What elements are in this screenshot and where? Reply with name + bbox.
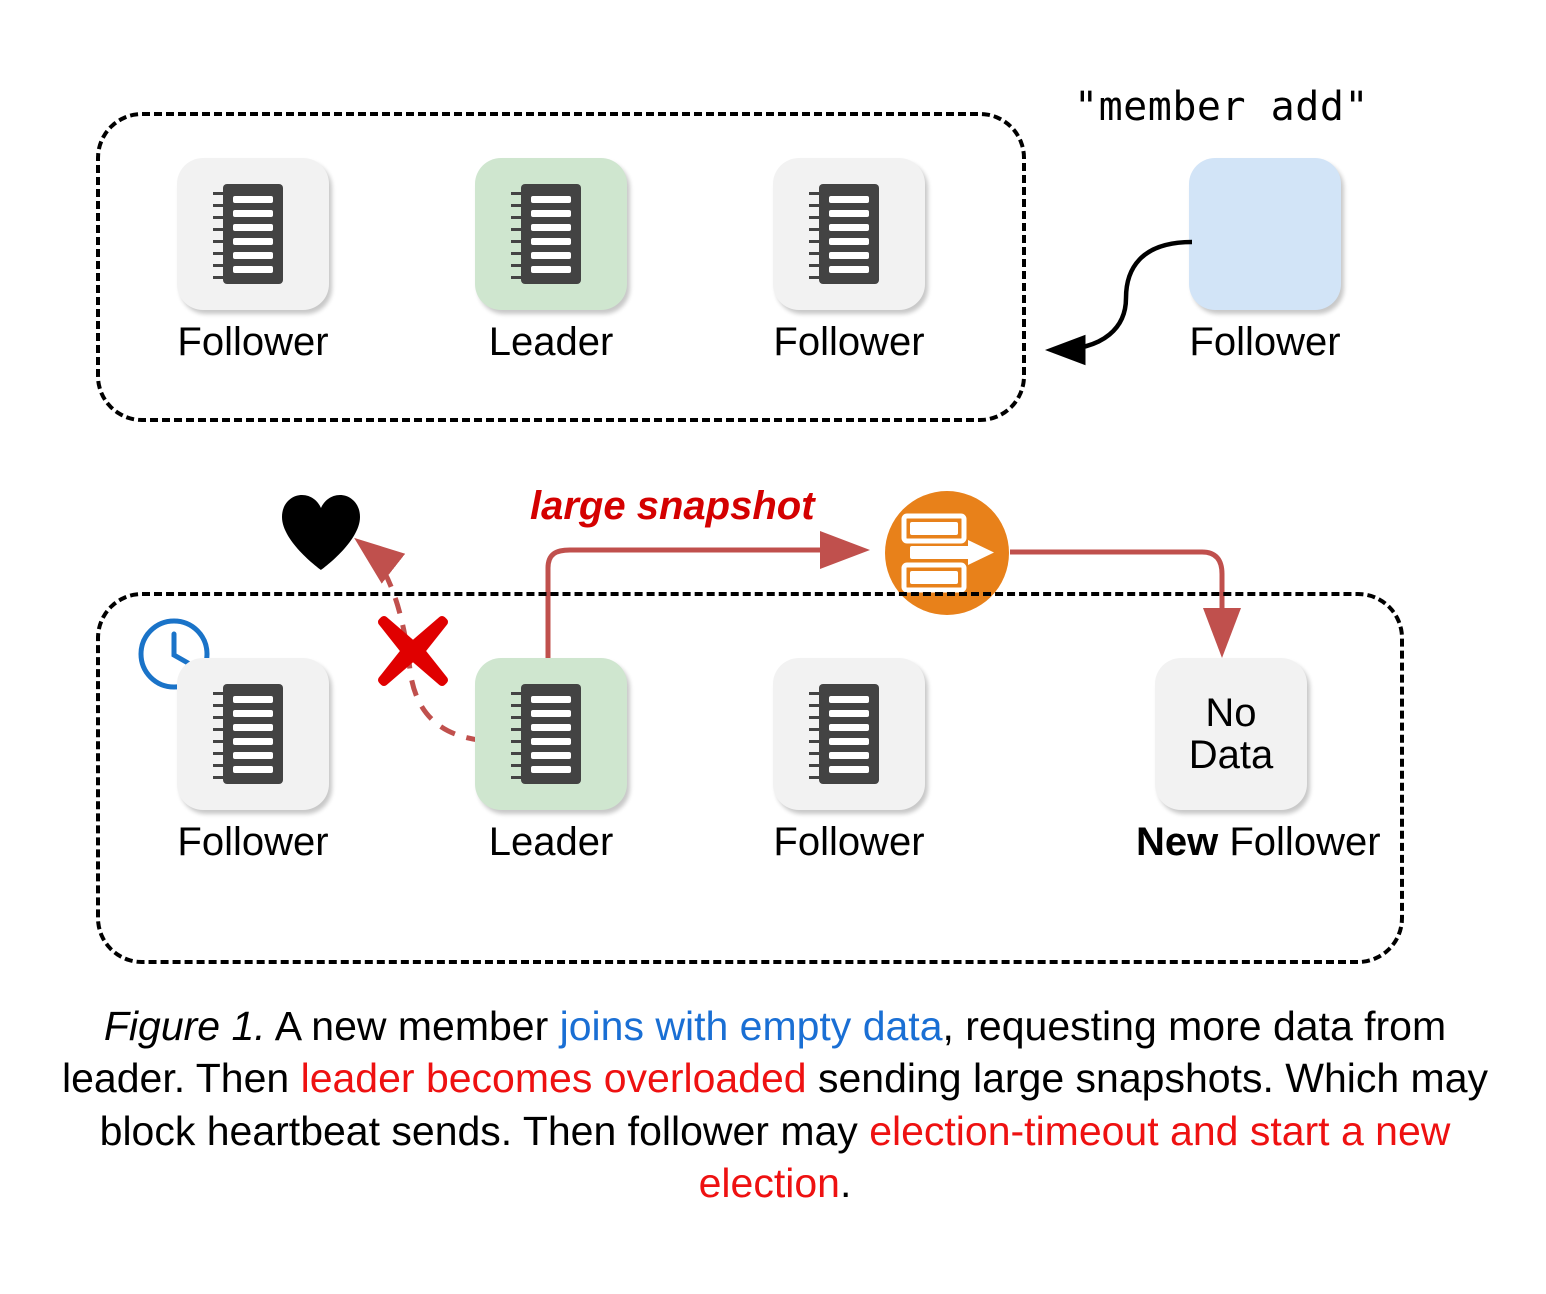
node-label: Follower [177, 320, 329, 364]
node-top-follower-1 [158, 158, 348, 365]
node-label [1136, 820, 1381, 865]
server-tile [177, 158, 329, 310]
node-bottom-follower-2 [754, 658, 944, 865]
server-tile [177, 658, 329, 810]
caption-highlight-red-2: election-timeout and start a new election [698, 1107, 1451, 1207]
member-add-arrow [1020, 230, 1240, 390]
caption-part-2: , requesting more data from leader. Then [62, 1003, 1447, 1102]
node-label: Follower [773, 820, 925, 864]
caption-part-4: . [839, 1160, 852, 1207]
large-snapshot-label: large snapshot [530, 484, 815, 528]
node-label: Follower [177, 820, 329, 864]
server-rack-icon [803, 182, 895, 286]
node-top-follower-2 [754, 158, 944, 365]
figure-caption [60, 1000, 1490, 1210]
node-label: Leader [488, 820, 614, 864]
node-label: Follower [1189, 320, 1341, 364]
node-label: Leader [488, 320, 614, 364]
node-label-text: Follower [1218, 820, 1381, 864]
no-data-line-1: No [1205, 691, 1257, 735]
server-rack-icon [505, 182, 597, 286]
node-top-leader [456, 158, 646, 365]
server-tile [773, 158, 925, 310]
server-tile [475, 158, 627, 310]
caption-figure-label: Figure 1. [103, 1003, 266, 1049]
server-rack-icon [505, 682, 597, 786]
caption-highlight-red-1: leader becomes overloaded [300, 1055, 807, 1102]
no-data-tile [1155, 658, 1307, 810]
no-data-line-2: Data [1188, 733, 1274, 777]
server-tile [773, 658, 925, 810]
caption-highlight-blue: joins with empty data [559, 1003, 943, 1049]
member-add-command-label: "member add" [1074, 84, 1369, 130]
server-tile [475, 658, 627, 810]
caption-part-1: A new member [265, 1003, 560, 1049]
caption-part-3: sending large snapshots. Which may block heartbeat sends. Then follower may [99, 1055, 1488, 1154]
node-new-follower [1136, 658, 1381, 865]
server-rack-icon [207, 182, 299, 286]
server-rack-icon [803, 682, 895, 786]
server-rack-icon [207, 682, 299, 786]
node-label: Follower [773, 320, 925, 364]
node-bottom-follower-1 [158, 658, 348, 865]
node-label-new-prefix: New [1136, 820, 1219, 864]
node-bottom-leader [456, 658, 646, 865]
